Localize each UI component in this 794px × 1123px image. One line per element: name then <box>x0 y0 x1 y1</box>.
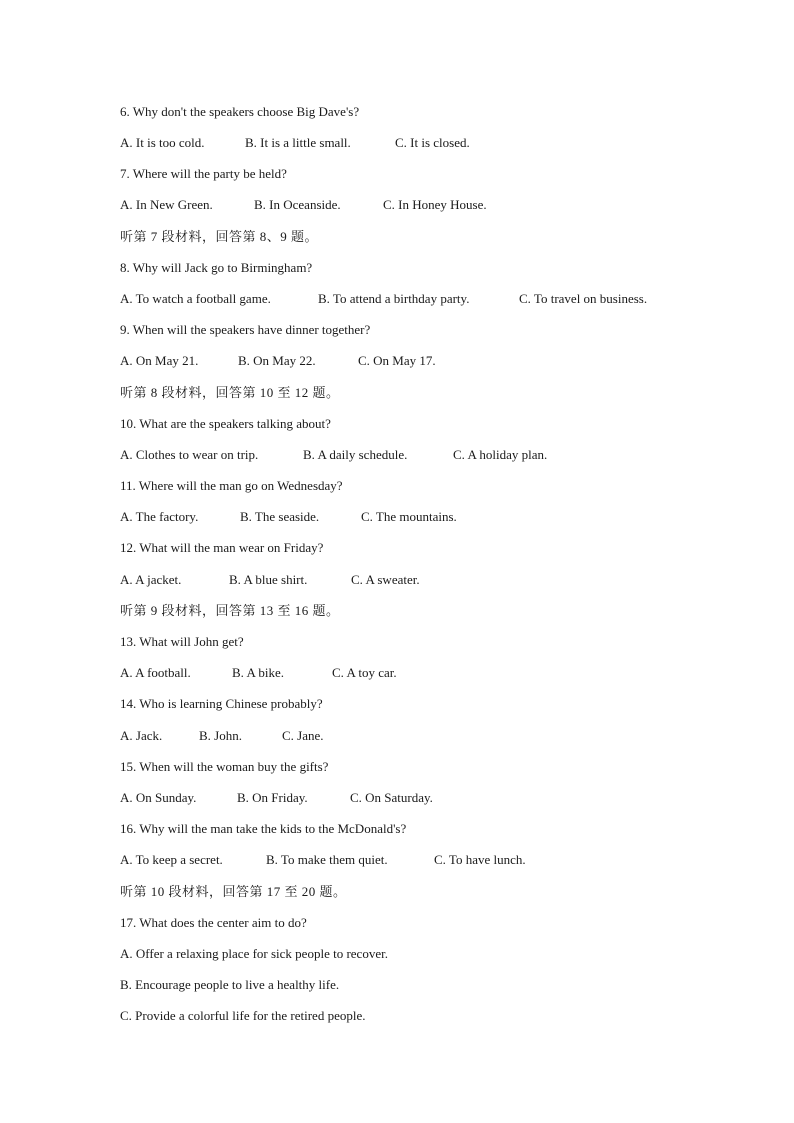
question-6: 6. Why don't the speakers choose Big Dave's? <box>120 104 360 119</box>
option-b: B. On Friday. <box>237 790 308 805</box>
option-a: A. A football. <box>120 665 191 680</box>
option-b: B. In Oceanside. <box>254 197 341 212</box>
question-9: 9. When will the speakers have dinner together? <box>120 322 371 337</box>
option-a: A. The factory. <box>120 509 199 524</box>
section-heading-7: 听第 7 段材料，回答第 8、9 题。 <box>120 229 319 244</box>
option-c: C. A sweater. <box>351 572 420 587</box>
question-10: 10. What are the speakers talking about? <box>120 416 331 431</box>
section-heading-9: 听第 9 段材料，回答第 13 至 16 题。 <box>120 603 340 618</box>
option-a: A. Jack. <box>120 728 163 743</box>
option-a: A. A jacket. <box>120 572 182 587</box>
question-8: 8. Why will Jack go to Birmingham? <box>120 260 313 275</box>
option-a: A. In New Green. <box>120 197 213 212</box>
option-c: C. On May 17. <box>358 353 436 368</box>
question-14: 14. Who is learning Chinese probably? <box>120 696 323 711</box>
option-b: B. On May 22. <box>238 353 316 368</box>
option-a: A. It is too cold. <box>120 135 205 150</box>
option-b: B. To make them quiet. <box>266 852 388 867</box>
section-heading-8: 听第 8 段材料，回答第 10 至 12 题。 <box>120 385 340 400</box>
option-c: C. It is closed. <box>395 135 470 150</box>
option-c: C. To have lunch. <box>434 852 526 867</box>
option-b: B. A bike. <box>232 665 285 680</box>
option-b: B. John. <box>199 728 242 743</box>
option-c: C. The mountains. <box>361 509 457 524</box>
option-b: B. A daily schedule. <box>303 447 408 462</box>
option-c: C. A toy car. <box>332 665 397 680</box>
option-a: A. To watch a football game. <box>120 291 271 306</box>
option-c: C. Jane. <box>282 728 324 743</box>
option-a: A. On May 21. <box>120 353 199 368</box>
question-16: 16. Why will the man take the kids to the McDonald's? <box>120 821 407 836</box>
question-12: 12. What will the man wear on Friday? <box>120 540 324 555</box>
question-11: 11. Where will the man go on Wednesday? <box>120 478 343 493</box>
option-c: C. In Honey House. <box>383 197 487 212</box>
option-a: A. To keep a secret. <box>120 852 223 867</box>
option-c: C. To travel on business. <box>519 291 648 306</box>
option-17-c: C. Provide a colorful life for the retired people. <box>120 1008 366 1023</box>
option-b: B. It is a little small. <box>245 135 351 150</box>
option-17-b: B. Encourage people to live a healthy life. <box>120 977 340 992</box>
option-a: A. On Sunday. <box>120 790 197 805</box>
question-15: 15. When will the woman buy the gifts? <box>120 759 329 774</box>
option-b: B. The seaside. <box>240 509 320 524</box>
question-13: 13. What will John get? <box>120 634 244 649</box>
option-b: B. To attend a birthday party. <box>318 291 470 306</box>
option-a: A. Clothes to wear on trip. <box>120 447 259 462</box>
option-c: C. On Saturday. <box>350 790 433 805</box>
question-7: 7. Where will the party be held? <box>120 166 287 181</box>
section-heading-10: 听第 10 段材料，回答第 17 至 20 题。 <box>120 884 347 899</box>
option-17-a: A. Offer a relaxing place for sick people to recover. <box>120 946 388 961</box>
option-b: B. A blue shirt. <box>229 572 308 587</box>
question-17: 17. What does the center aim to do? <box>120 915 307 930</box>
option-c: C. A holiday plan. <box>453 447 548 462</box>
